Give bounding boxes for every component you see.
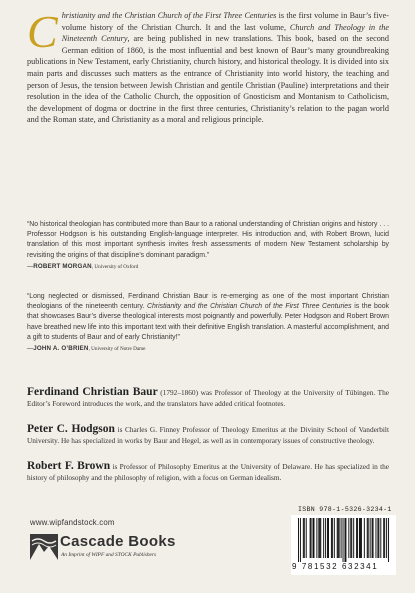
publisher-website: www.wipfandstock.com <box>30 518 115 527</box>
barcode-bar <box>331 518 332 558</box>
book-description <box>27 6 390 126</box>
barcode-bar <box>313 518 314 558</box>
barcode-bar <box>373 518 374 558</box>
barcode-bar <box>368 518 369 558</box>
bio-name: Robert F. Brown <box>27 460 111 472</box>
description-text-2: , are being published in new translations. This book, based on the second German edition of 1860, is the most influential and best known of Baur’s many groundbreaking publications in New Testament, early Christianity, church history, and historical theology. It is divided into six main parts and discusses such matters as the entrance of Christianity into world history, the teaching and person of Jesus, the tension between Jewish Christian and gentile Christian (Pauline) interpretations and their resolution in the idea of the Catholic Church, the opposition of Gnosticism and Montanism to Catholicism, the development of dogma or doctrine in the first three centuries, Christianity’s relation to the pagan world and the Roman state, and Christianity as a moral and religious principle. <box>27 34 389 125</box>
barcode-bar <box>323 518 324 558</box>
barcode-bar <box>325 518 326 558</box>
isbn-label: ISBN 978-1-5326-3234-1 <box>298 506 392 513</box>
barcode-bar <box>386 518 387 558</box>
barcode-digits: 9 781532 632341 <box>292 562 379 571</box>
barcode-bar <box>378 518 379 558</box>
endorser-affiliation: , University of Oxford <box>91 263 139 270</box>
barcode-bar <box>364 518 365 558</box>
endorsement-book-title: Christianity and the Christian Church of the First Three Centuries <box>146 303 352 311</box>
barcode-bar <box>377 518 378 558</box>
endorsement-attribution: —ROBERT MORGAN, University of Oxford <box>27 262 139 270</box>
barcode-bar <box>360 518 361 558</box>
endorsement-text: “No historical theologian has contributed more than Baur to a rational understanding of Christian origins and history . . . Professor Hodgson is his outstanding English-language interpreter. His introduction and, with Robert Brown, lucid translation of this most important synthesis invites fresh assessments of modern New Testament scholarship by revisiting the origins of that discipline’s dominant paradigm.” <box>27 221 389 259</box>
bio-text: is Charles G. Finney Professor of Theology Emeritus at the Divinity School of Vanderbilt University. He has specialized in works by Baur and Hegel, as well as in contemporary issues of constructive theology. <box>27 425 389 445</box>
barcode-bar <box>353 518 354 558</box>
barcode-bar <box>384 518 385 558</box>
publisher-name: Cascade Books <box>60 533 176 550</box>
bio-name: Peter C. Hodgson <box>27 423 115 435</box>
barcode-bar <box>356 518 357 558</box>
barcode-bar <box>298 518 299 562</box>
barcode-bar <box>303 518 304 558</box>
barcode-bar <box>388 518 389 562</box>
publisher-imprint: An Imprint of WIPF and STOCK Publishers <box>61 552 157 558</box>
endorsement-text: “Long neglected or dismissed, Ferdinand Christian Baur is re-emerging as one of the most important Christian theologians of the nineteenth century. Christianity and the Christian Church of the First Three Centuries is the book that showcases Baur’s diverse theological interests most poignantly and powerfully. Peter Hodgson and Robert Brown have breathed new life into this important text with their definitive English translation. A masterful accomplishment, and a gift to students of Baur and of early Christianity!” <box>27 293 389 341</box>
description-text-1: is the first volume in Baur’s five-volume history of the Christian Church. It and the last volume, <box>61 11 390 32</box>
barcode-bar <box>375 518 376 558</box>
barcode-bar <box>380 518 381 558</box>
endorser-name: JOHN A. O’BRIEN <box>33 345 89 353</box>
bio-text: is Professor of Philosophy Emeritus at the University of Delaware. He has specialized in the history of philosophy and the philosophy of religion, with a focus on German idealism. <box>27 462 389 482</box>
barcode-bar <box>359 518 360 558</box>
barcode <box>291 515 396 575</box>
bio-text: (1792–1860) was Professor of Theology at the University of Tübingen. The Editor’s Foreword introduces the work, and the translators have added critical footnotes. <box>27 388 389 408</box>
translator-bio-hodgson <box>27 424 389 446</box>
endorsement-morgan <box>27 220 389 272</box>
publisher-logo <box>30 533 190 565</box>
barcode-bar <box>306 518 307 558</box>
book-title-lead: hristianity and the Christian Church of the First Three Centuries <box>61 11 277 20</box>
barcode-bar <box>311 518 312 558</box>
barcode-bar <box>338 518 339 558</box>
barcode-bar <box>332 518 333 558</box>
barcode-bar <box>370 518 371 558</box>
barcode-bar <box>327 518 328 558</box>
barcode-bars <box>298 518 390 562</box>
endorsement-attribution: —JOHN A. O’BRIEN, University of Notre Dame <box>27 345 146 353</box>
barcode-bar <box>367 518 368 558</box>
barcode-bar <box>334 518 335 558</box>
bio-name: Ferdinand Christian Baur <box>27 386 158 398</box>
barcode-bar <box>383 518 384 558</box>
barcode-bar <box>345 518 346 562</box>
barcode-bar <box>328 518 329 558</box>
companion-volume-title: Church and Theology in the Nineteenth Century <box>61 22 389 44</box>
barcode-bar <box>304 518 305 558</box>
endorser-affiliation: , University of Notre Dame <box>88 346 146 353</box>
barcode-bar <box>341 518 342 558</box>
endorsement-obrien <box>27 292 389 354</box>
barcode-bar <box>343 518 344 562</box>
barcode-bar <box>348 518 349 558</box>
cascade-books-logo-icon <box>30 534 58 560</box>
author-bio-baur <box>27 387 389 409</box>
barcode-bar <box>320 518 321 558</box>
barcode-bar <box>313 518 314 558</box>
barcode-bar <box>316 518 317 558</box>
barcode-bar <box>372 518 373 558</box>
barcode-bar <box>361 518 362 558</box>
barcode-bar <box>344 518 345 562</box>
drop-cap: C <box>27 6 58 57</box>
barcode-bar <box>350 518 351 558</box>
barcode-bar <box>300 518 301 562</box>
barcode-bar <box>318 518 319 558</box>
barcode-bar <box>319 518 320 558</box>
translator-bio-brown <box>27 461 389 483</box>
barcode-bar <box>339 518 340 558</box>
barcode-bar <box>310 518 311 558</box>
endorser-name: ROBERT MORGAN <box>33 262 92 270</box>
barcode-bar <box>357 518 358 558</box>
barcode-bar <box>337 518 338 558</box>
barcode-bar <box>351 518 352 558</box>
